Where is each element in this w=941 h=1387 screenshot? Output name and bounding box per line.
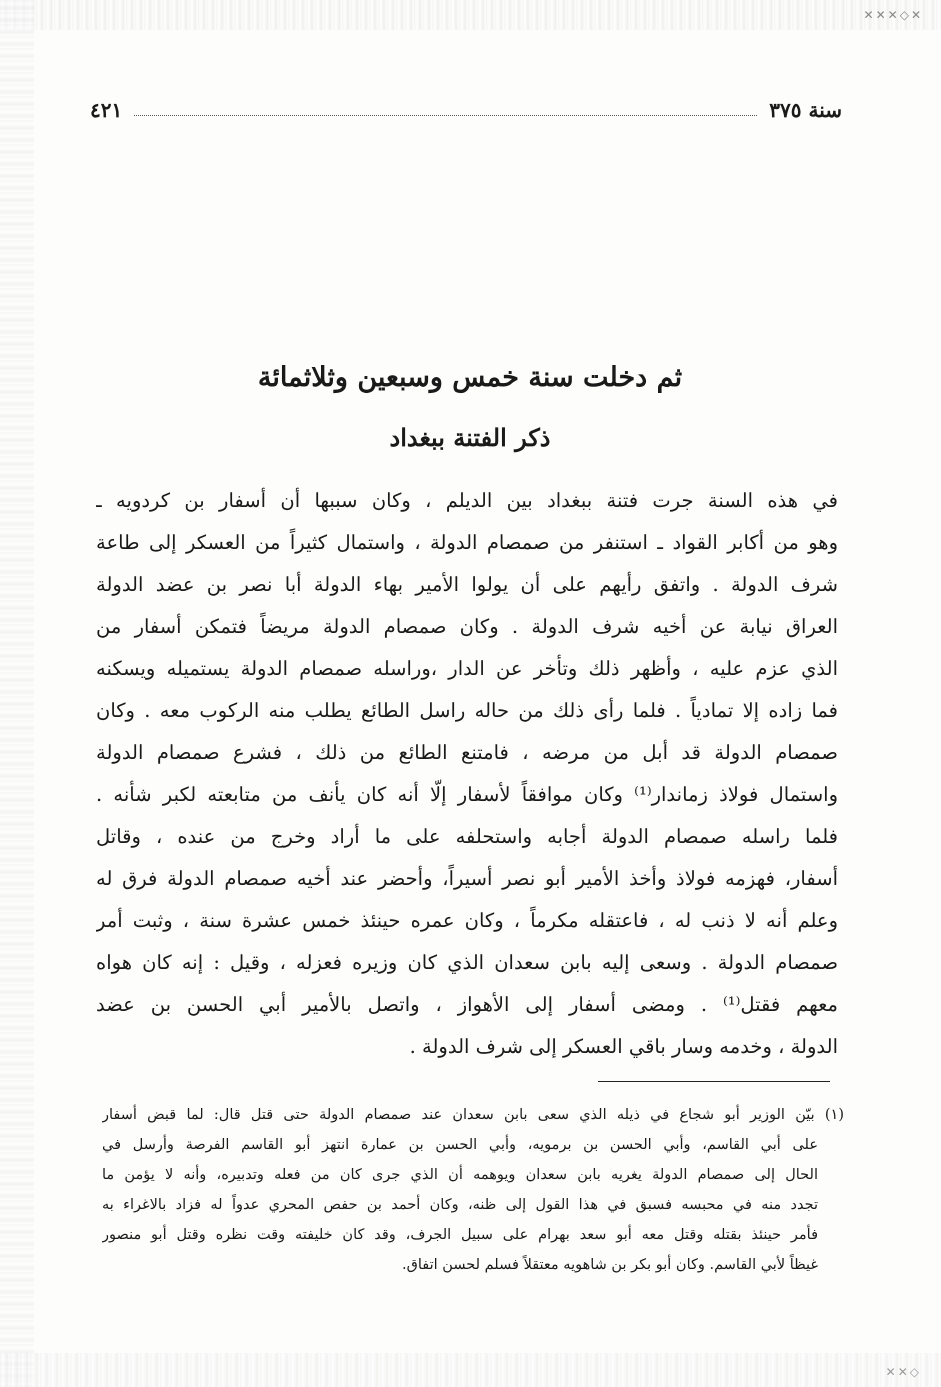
footnotes <box>102 1100 844 1280</box>
text-line: معهم فقتل⁽¹⁾ . ومضى أسفار إلى الأهواز ، واتصل بالأمير أبي الحسن بن عضد <box>96 993 838 1016</box>
scan-ornament-bottom: ✕✕◇ <box>885 1365 921 1379</box>
footnote-line: (١) بيّن الوزير أبو شجاع في ذيله الذي سعى بابن سعدان عند صمصام الدولة حتى قتل قال: لما قبض أسفار <box>102 1107 844 1123</box>
scan-edge-bottom <box>0 1353 941 1387</box>
scan-edge-top <box>0 0 941 30</box>
text-line: في هذه السنة جرت فتنة ببغداد بين الديلم ، وكان سببها أن أسفار بن كردويه ـ <box>96 489 838 512</box>
text-line: أسفار، فهزمه فولاذ وأخذ الأمير أبو نصر أسيراً، وأحضر عند أخيه صمصام الدولة فرق له <box>96 867 838 890</box>
scan-ornament-top: ✕✕✕◇✕ <box>863 8 923 22</box>
text-line: وهو من أكابر القواد ـ استنفر من صمصام الدولة ، واستمال كثيراً من العسكر إلى طاعة <box>96 531 838 554</box>
text-line: العراق نيابة عن أخيه شرف الدولة . وكان صمصام الدولة مريضاً فتمكن أسفار من <box>96 615 838 638</box>
section-heading: ذكر الفتنة ببغداد <box>389 423 551 452</box>
footnote-line: الحال إلى صمصام الدولة يغريه بابن سعدان ويوهمه أن الذي جرى كان من فعله وتدبيره، وأنه لا يؤمن ما <box>102 1167 818 1183</box>
text-line: الدولة ، وخدمه وسار باقي العسكر إلى شرف الدولة . <box>409 1035 838 1058</box>
running-header <box>90 92 842 122</box>
text-line: صمصام الدولة قد أبل من مرضه ، فامتنع الطائع من ذلك ، فشرع صمصام الدولة <box>96 741 838 764</box>
footnote-line: فأمر حينئذ بقتله وقتل معه أبو سعد بهرام على سبيل الجرف، وقد كان خليفته وقت نظره وقتل أبو منصور <box>102 1227 818 1243</box>
text-line: فما زاده إلا تمادياً . فلما رأى ذلك من حاله راسل الطائع يطلب منه الركوب معه . وكان <box>96 699 838 722</box>
footnote-line: على أبي القاسم، وأبي الحسن بن برمويه، وأبي الحسن بن عمارة انتهز أبو القاسم الفرصة وأرسل في <box>102 1137 818 1153</box>
text-line: الذي عزم عليه ، وأظهر ذلك وتأخر عن الدار ،وراسله صمصام الدولة يستميله ويسكنه <box>96 657 838 680</box>
text-line: شرف الدولة . واتفق رأيهم على أن يولوا الأمير بهاء الدولة أبا نصر بن عضد الدولة <box>96 573 838 596</box>
chapter-title: ثم دخلت سنة خمس وسبعين وثلاثمائة <box>257 362 683 393</box>
footnote-line: تجدد منه في محبسه فسبق في هذا القول إلى ظنه، وكان أحمد بن حفص المحري عدواً له فزاد بالاغراء به <box>102 1197 818 1213</box>
scan-edge-left <box>0 0 34 1387</box>
main-text <box>96 480 838 1068</box>
text-line: واستمال فولاذ زماندار⁽¹⁾ وكان موافقاً لأسفار إلّا أنه كان يأنف من متابعته لكبر شأنه . <box>96 783 838 806</box>
text-line: صمصام الدولة . وسعى إليه بابن سعدان الذي كان وزيره فعزله ، وقيل : إنه كان هواه <box>96 951 838 974</box>
footnote-separator <box>598 1081 830 1082</box>
page-number: ٤٢١ <box>90 98 123 122</box>
footnote-line: غيظاً لأبي القاسم. وكان أبو بكر بن شاهويه معتقلاً فسلم لحسن اتفاق. <box>402 1257 818 1273</box>
header-year: سنة ٣٧٥ <box>769 98 842 122</box>
text-line: وعلم أنه لا ذنب له ، فاعتقله مكرماً ، وكان عمره حينئذ خمس عشرة سنة ، وثبت أمر <box>96 909 838 932</box>
text-line: فلما راسله صمصام الدولة أجابه واستحلفه على ما أراد وخرج من عنده ، وقاتل <box>96 825 838 848</box>
header-dotted-leader <box>134 115 757 116</box>
